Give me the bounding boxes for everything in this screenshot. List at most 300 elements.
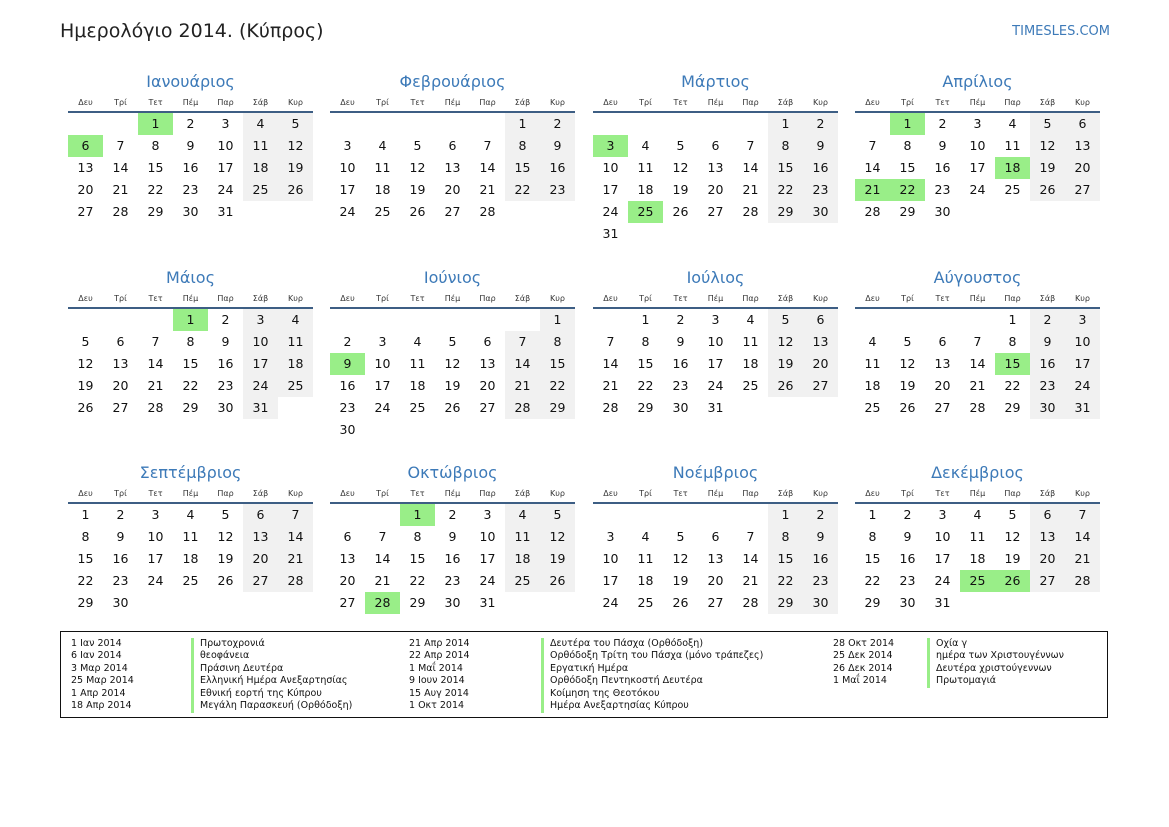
day-cell: 29	[768, 592, 803, 614]
day-cell: 25	[1004, 182, 1021, 197]
day-cell: 28	[112, 204, 129, 219]
day-cell: 13	[1030, 526, 1065, 548]
weekday-label: Δευ	[603, 489, 618, 498]
empty-day-cell	[138, 592, 173, 614]
empty-day-cell	[243, 201, 278, 223]
day-cell: 3	[378, 334, 387, 349]
week-row	[68, 548, 313, 570]
weekday-label: Τετ	[410, 489, 425, 498]
weekday-label: Δευ	[340, 294, 355, 303]
empty-day-cell	[68, 113, 103, 135]
weekday-label: Τρί	[376, 294, 389, 303]
day-cell: 30	[803, 592, 838, 614]
day-cell: 12	[77, 356, 94, 371]
day-cell: 22	[1004, 378, 1021, 393]
day-cell: 23	[217, 378, 234, 393]
week-row	[855, 592, 1100, 614]
weekday-label: Παρ	[479, 294, 496, 303]
day-cell: 16	[217, 356, 234, 371]
holiday-day-cell: 28	[365, 592, 400, 614]
day-cell: 20	[444, 182, 461, 197]
weekday-label: Τρί	[901, 489, 914, 498]
weekday-label: Δευ	[78, 98, 93, 107]
day-cell: 13	[479, 356, 496, 371]
day-cell: 30	[217, 400, 234, 415]
weekday-label: Τετ	[148, 98, 163, 107]
day-cell: 24	[1065, 375, 1100, 397]
day-cell: 27	[339, 595, 356, 610]
holiday-name: Πράσινη Δευτέρα	[191, 663, 283, 676]
day-cell: 25	[864, 400, 881, 415]
day-cell: 8	[186, 334, 195, 349]
holiday-date: 26 Δεκ 2014	[833, 662, 893, 674]
month-name: Φεβρουάριος	[399, 72, 506, 91]
day-cell: 25	[505, 570, 540, 592]
day-cell: 28	[864, 204, 881, 219]
day-cell: 2	[540, 113, 575, 135]
day-cell: 3	[711, 312, 720, 327]
day-cell: 6	[343, 529, 352, 544]
day-cell: 2	[903, 507, 912, 522]
empty-day-cell	[505, 419, 540, 441]
day-cell: 31	[934, 595, 951, 610]
empty-day-cell	[890, 309, 925, 331]
week-row	[855, 309, 1100, 331]
day-cell: 16	[1030, 353, 1065, 375]
day-cell: 18	[864, 378, 881, 393]
day-cell: 24	[374, 400, 391, 415]
day-cell: 23	[540, 179, 575, 201]
weekday-label: Κυρ	[813, 294, 828, 303]
day-cell: 27	[444, 204, 461, 219]
weekday-label: Κυρ	[813, 98, 828, 107]
day-cell: 7	[116, 138, 125, 153]
empty-day-cell	[803, 223, 838, 245]
empty-day-cell	[278, 201, 313, 223]
empty-day-cell	[138, 309, 173, 331]
weekday-label: Τρί	[376, 98, 389, 107]
day-cell: 23	[803, 570, 838, 592]
weekday-label: Δευ	[865, 294, 880, 303]
day-cell: 16	[444, 551, 461, 566]
day-cell: 26	[77, 400, 94, 415]
holiday-legend	[60, 631, 1108, 718]
day-cell: 26	[444, 400, 461, 415]
empty-day-cell	[470, 113, 505, 135]
empty-day-cell	[960, 592, 995, 614]
page-title: Ημερολόγιο 2014. (Κύπρος)	[60, 20, 324, 42]
holiday-day-cell: 18	[995, 157, 1030, 179]
week-row	[855, 526, 1100, 548]
week-row	[68, 397, 313, 419]
day-cell: 16	[339, 378, 356, 393]
weekday-label: Παρ	[217, 98, 234, 107]
weekday-label: Κυρ	[550, 489, 565, 498]
day-cell: 13	[444, 160, 461, 175]
day-cell: 14	[969, 356, 986, 371]
week-row	[68, 157, 313, 179]
day-cell: 7	[868, 138, 877, 153]
weekday-label: Δευ	[78, 294, 93, 303]
week-row	[593, 157, 838, 179]
day-cell: 11	[278, 331, 313, 353]
day-cell: 3	[1065, 309, 1100, 331]
day-cell: 3	[243, 309, 278, 331]
day-cell: 12	[540, 526, 575, 548]
empty-day-cell	[400, 419, 435, 441]
day-cell: 17	[243, 353, 278, 375]
empty-day-cell	[768, 223, 803, 245]
day-cell: 12	[409, 160, 426, 175]
weekday-label: Παρ	[1004, 98, 1021, 107]
day-cell: 20	[707, 182, 724, 197]
empty-day-cell	[733, 397, 768, 419]
day-cell: 29	[77, 595, 94, 610]
day-cell: 11	[637, 160, 654, 175]
day-cell: 16	[540, 157, 575, 179]
day-cell: 21	[505, 375, 540, 397]
day-cell: 18	[505, 548, 540, 570]
day-cell: 31	[479, 595, 496, 610]
empty-day-cell	[663, 113, 698, 135]
day-cell: 24	[934, 573, 951, 588]
day-cell: 30	[803, 201, 838, 223]
day-cell: 5	[81, 334, 90, 349]
weekday-label: Κυρ	[813, 489, 828, 498]
empty-day-cell	[278, 592, 313, 614]
day-cell: 24	[339, 204, 356, 219]
holiday-day-cell: 1	[400, 504, 435, 526]
weekday-label: Τρί	[639, 489, 652, 498]
day-cell: 12	[444, 356, 461, 371]
empty-day-cell	[400, 309, 435, 331]
day-cell: 4	[186, 507, 195, 522]
holiday-date: 1 Μαΐ 2014	[833, 675, 887, 687]
day-grid	[68, 113, 313, 223]
day-cell: 21	[147, 378, 164, 393]
weekday-label: Πέμ	[707, 489, 724, 498]
day-cell: 10	[479, 529, 496, 544]
empty-day-cell	[540, 419, 575, 441]
week-row	[330, 157, 575, 179]
day-grid	[855, 309, 1100, 419]
month-calendar	[68, 461, 313, 614]
weekday-label: Σάβ	[252, 294, 269, 303]
holiday-date: 28 Οκτ 2014	[833, 638, 895, 649]
weekday-label: Σάβ	[252, 98, 269, 107]
empty-day-cell	[733, 504, 768, 526]
day-cell: 10	[1065, 331, 1100, 353]
day-cell: 15	[540, 353, 575, 375]
empty-day-cell	[103, 309, 138, 331]
day-cell: 22	[182, 378, 199, 393]
empty-day-cell	[663, 504, 698, 526]
day-cell: 7	[746, 529, 755, 544]
day-cell: 11	[1004, 138, 1021, 153]
day-cell: 19	[540, 548, 575, 570]
empty-day-cell	[208, 592, 243, 614]
day-cell: 14	[374, 551, 391, 566]
day-cell: 28	[602, 400, 619, 415]
month-name: Δεκέμβριος	[931, 463, 1024, 482]
weekday-label: Παρ	[742, 98, 759, 107]
day-cell: 23	[803, 179, 838, 201]
week-row	[593, 309, 838, 331]
week-row	[330, 397, 575, 419]
month-calendar	[68, 266, 313, 419]
holiday-day-cell: 9	[330, 353, 365, 375]
month-name: Απρίλιος	[942, 72, 1013, 91]
day-cell: 16	[112, 551, 129, 566]
day-cell: 11	[969, 529, 986, 544]
holiday-day-cell: 3	[593, 135, 628, 157]
holiday-name: Κοίμηση της Θεοτόκου	[541, 688, 660, 701]
week-row	[68, 570, 313, 592]
weekday-label: Σάβ	[777, 294, 794, 303]
day-cell: 15	[864, 551, 881, 566]
day-cell: 15	[768, 157, 803, 179]
week-row	[855, 113, 1100, 135]
day-cell: 7	[1065, 504, 1100, 526]
holiday-date: 1 Ιαν 2014	[71, 638, 122, 649]
weekday-label: Τετ	[148, 294, 163, 303]
day-cell: 20	[707, 573, 724, 588]
day-cell: 24	[707, 378, 724, 393]
day-cell: 30	[672, 400, 689, 415]
day-cell: 18	[969, 551, 986, 566]
day-cell: 5	[768, 309, 803, 331]
day-cell: 6	[711, 138, 720, 153]
day-cell: 20	[77, 182, 94, 197]
day-cell: 30	[112, 595, 129, 610]
day-cell: 18	[182, 551, 199, 566]
holiday-date: 15 Αυγ 2014	[409, 687, 469, 699]
day-cell: 5	[903, 334, 912, 349]
weekday-label: Πέμ	[707, 294, 724, 303]
day-cell: 29	[182, 400, 199, 415]
day-cell: 1	[81, 507, 90, 522]
empty-day-cell	[435, 309, 470, 331]
day-cell: 11	[505, 526, 540, 548]
weekday-label: Σάβ	[777, 98, 794, 107]
holiday-day-cell: 26	[995, 570, 1030, 592]
day-cell: 13	[1065, 135, 1100, 157]
weekday-header	[68, 97, 313, 113]
day-cell: 7	[606, 334, 615, 349]
day-cell: 5	[676, 529, 685, 544]
day-cell: 10	[339, 160, 356, 175]
day-cell: 20	[1065, 157, 1100, 179]
weekday-label: Τετ	[673, 98, 688, 107]
week-row	[593, 223, 838, 245]
weekday-label: Παρ	[1004, 294, 1021, 303]
month-name: Σεπτέμβριος	[139, 463, 242, 482]
holiday-name: Ημέρα Ανεξαρτησίας Κύπρου	[541, 700, 689, 713]
day-cell: 1	[505, 113, 540, 135]
empty-day-cell	[593, 113, 628, 135]
day-cell: 25	[243, 179, 278, 201]
day-cell: 9	[116, 529, 125, 544]
day-cell: 26	[672, 204, 689, 219]
day-cell: 12	[217, 529, 234, 544]
day-cell: 4	[973, 507, 982, 522]
empty-day-cell	[68, 309, 103, 331]
week-row	[330, 526, 575, 548]
day-cell: 28	[742, 595, 759, 610]
day-cell: 24	[602, 204, 619, 219]
weekday-label: Πέμ	[444, 98, 461, 107]
empty-day-cell	[1030, 592, 1065, 614]
day-cell: 1	[768, 113, 803, 135]
weekday-label: Δευ	[603, 294, 618, 303]
day-cell: 21	[278, 548, 313, 570]
weekday-label: Πέμ	[707, 98, 724, 107]
day-cell: 29	[899, 204, 916, 219]
day-cell: 28	[479, 204, 496, 219]
weekday-label: Σάβ	[252, 489, 269, 498]
weekday-label: Τρί	[114, 489, 127, 498]
day-cell: 24	[969, 182, 986, 197]
day-cell: 21	[969, 378, 986, 393]
day-cell: 30	[444, 595, 461, 610]
day-cell: 3	[483, 507, 492, 522]
weekday-label: Τρί	[901, 98, 914, 107]
holiday-date: 9 Ιουν 2014	[409, 675, 465, 687]
day-cell: 3	[221, 116, 230, 131]
holiday-name: Ελληνική Ημέρα Ανεξαρτησίας	[191, 675, 347, 688]
empty-day-cell	[960, 309, 995, 331]
empty-day-cell	[505, 201, 540, 223]
day-cell: 25	[637, 595, 654, 610]
day-cell: 26	[672, 595, 689, 610]
weekday-label: Παρ	[479, 489, 496, 498]
empty-day-cell	[925, 309, 960, 331]
day-cell: 30	[1030, 397, 1065, 419]
day-cell: 8	[540, 331, 575, 353]
weekday-label: Κυρ	[1075, 489, 1090, 498]
holiday-name: Μεγάλη Παρασκευή (Ορθόδοξη)	[191, 700, 352, 713]
day-cell: 2	[343, 334, 352, 349]
holiday-name: Πρωτομαγιά	[927, 675, 996, 688]
day-cell: 13	[339, 551, 356, 566]
week-row	[68, 375, 313, 397]
day-cell: 3	[151, 507, 160, 522]
weekday-label: Πέμ	[182, 294, 199, 303]
day-cell: 27	[707, 204, 724, 219]
day-cell: 11	[243, 135, 278, 157]
day-cell: 21	[742, 182, 759, 197]
day-cell: 10	[969, 138, 986, 153]
day-cell: 2	[116, 507, 125, 522]
day-cell: 27	[77, 204, 94, 219]
day-cell: 29	[409, 595, 426, 610]
day-cell: 17	[147, 551, 164, 566]
day-cell: 5	[1008, 507, 1017, 522]
empty-day-cell	[505, 309, 540, 331]
day-cell: 5	[448, 334, 457, 349]
empty-day-cell	[400, 113, 435, 135]
weekday-label: Τρί	[114, 294, 127, 303]
day-cell: 19	[1004, 551, 1021, 566]
weekday-label: Πέμ	[444, 294, 461, 303]
day-cell: 3	[973, 116, 982, 131]
empty-day-cell	[733, 113, 768, 135]
day-cell: 14	[742, 551, 759, 566]
weekday-label: Τετ	[935, 98, 950, 107]
day-cell: 12	[278, 135, 313, 157]
day-cell: 19	[409, 182, 426, 197]
day-cell: 6	[1065, 113, 1100, 135]
day-cell: 25	[374, 204, 391, 219]
day-grid	[593, 504, 838, 614]
day-cell: 24	[602, 595, 619, 610]
day-grid	[593, 309, 838, 419]
weekday-label: Κυρ	[1075, 294, 1090, 303]
day-cell: 6	[483, 334, 492, 349]
week-row	[330, 592, 575, 614]
empty-day-cell	[435, 419, 470, 441]
week-row	[593, 375, 838, 397]
day-cell: 5	[221, 507, 230, 522]
day-cell: 7	[746, 138, 755, 153]
day-cell: 10	[374, 356, 391, 371]
weekday-header	[68, 488, 313, 504]
day-cell: 9	[676, 334, 685, 349]
day-cell: 9	[803, 135, 838, 157]
day-cell: 9	[1030, 331, 1065, 353]
weekday-label: Σάβ	[1039, 98, 1056, 107]
empty-day-cell	[768, 397, 803, 419]
month-calendar	[855, 266, 1100, 419]
day-cell: 29	[768, 201, 803, 223]
holiday-day-cell: 22	[890, 179, 925, 201]
day-cell: 4	[746, 312, 755, 327]
day-grid	[68, 504, 313, 614]
day-cell: 14	[147, 356, 164, 371]
day-cell: 28	[1065, 570, 1100, 592]
day-cell: 27	[112, 400, 129, 415]
day-cell: 14	[742, 160, 759, 175]
day-cell: 22	[864, 573, 881, 588]
month-calendar	[330, 266, 575, 441]
day-cell: 13	[803, 331, 838, 353]
day-cell: 15	[899, 160, 916, 175]
holiday-name: ημέρα των Χριστουγέννων	[927, 650, 1064, 663]
weekday-header	[593, 293, 838, 309]
day-cell: 31	[1065, 397, 1100, 419]
week-row	[855, 397, 1100, 419]
day-cell: 26	[768, 375, 803, 397]
week-row	[330, 179, 575, 201]
week-row	[855, 135, 1100, 157]
weekday-label: Κυρ	[1075, 98, 1090, 107]
week-row	[855, 570, 1100, 592]
site-link[interactable]: TIMESLES.COM	[1012, 24, 1110, 39]
week-row	[330, 309, 575, 331]
day-cell: 12	[672, 160, 689, 175]
month-name: Ιούλιος	[686, 268, 745, 287]
empty-day-cell	[663, 223, 698, 245]
day-cell: 26	[278, 179, 313, 201]
day-cell: 12	[1030, 135, 1065, 157]
day-cell: 17	[602, 182, 619, 197]
day-cell: 29	[864, 595, 881, 610]
weekday-label: Τρί	[639, 98, 652, 107]
month-name: Μάιος	[166, 268, 215, 287]
day-cell: 8	[151, 138, 160, 153]
day-cell: 1	[868, 507, 877, 522]
holiday-date: 25 Μαρ 2014	[71, 675, 134, 687]
